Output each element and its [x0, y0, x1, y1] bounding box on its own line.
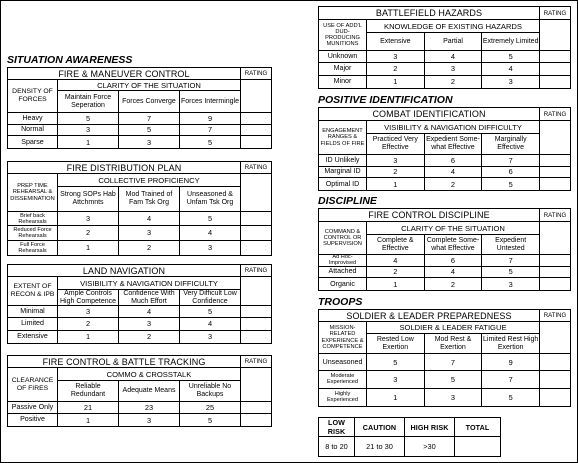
row-label: Optimal ID — [319, 178, 367, 190]
legend-total-value[interactable] — [455, 437, 500, 456]
legend-low-risk-value: 8 to 20 — [319, 437, 355, 456]
row-header: PREP TIME REHEARSAL & DISSEMINATION — [8, 174, 58, 212]
row-value: 2 — [425, 76, 483, 88]
row-value: 7 — [482, 371, 540, 388]
column-header: Complete & Effective — [367, 235, 425, 255]
row-label: Limited — [8, 318, 58, 330]
row-value: 6 — [425, 155, 483, 167]
combat-identification-table — [318, 107, 571, 191]
row-value: 2 — [58, 226, 119, 240]
row-value: 2 — [119, 241, 180, 255]
legend-total-header: TOTAL — [455, 418, 500, 437]
column-header: Limited Rest High Exertion — [482, 334, 540, 354]
row-value: 21 — [58, 402, 119, 414]
row-value: 3 — [180, 241, 241, 255]
rating-cell[interactable] — [241, 306, 271, 318]
row-value: 7 — [119, 113, 180, 125]
row-label: Organic — [319, 278, 367, 290]
row-header: CLEARANCE OF FIRES — [8, 368, 58, 402]
row-value: 3 — [58, 125, 119, 137]
rating-cell[interactable] — [241, 241, 271, 255]
fire-distribution-plan-table — [7, 161, 272, 256]
table-title: COMBAT IDENTIFICATION — [319, 108, 540, 121]
row-label: Unseasoned — [319, 354, 367, 371]
table-subtitle: VISIBILITY & NAVIGATION DIFFICULTY — [367, 121, 540, 134]
row-value: 5 — [482, 389, 540, 406]
row-header: ENGAGEMENT RANGES & FIELDS OF FIRE — [319, 121, 367, 155]
table-title: FIRE CONTROL & BATTLE TRACKING — [8, 356, 241, 368]
table-title: FIRE & MANEUVER CONTROL — [8, 68, 241, 80]
column-header: Ample Controls High Competence — [58, 290, 119, 306]
row-label: Attached — [319, 267, 367, 279]
row-value: 2 — [425, 278, 483, 290]
row-value: 1 — [58, 241, 119, 255]
legend-high-risk-header: HIGH RISK — [405, 418, 455, 437]
column-header: Unseasoned & Unfam Tsk Org — [180, 187, 241, 212]
legend-high-risk-value: >30 — [405, 437, 455, 456]
row-value: 4 — [180, 226, 241, 240]
row-value: 3 — [119, 136, 180, 148]
section-situation-awareness: SITUATION AWARENESS — [7, 54, 133, 66]
row-value: 5 — [180, 212, 241, 226]
row-label: Positive — [8, 414, 58, 426]
battlefield-hazards-table — [318, 6, 571, 89]
row-value: 3 — [482, 76, 540, 88]
column-header: Maintain Force Seperation — [58, 91, 119, 113]
row-value: 7 — [180, 125, 241, 137]
soldier-leader-preparedness-table — [318, 309, 571, 407]
table-title: SOLDIER & LEADER PREPAREDNESS — [319, 310, 540, 322]
row-label: Heavy — [8, 113, 58, 125]
column-header: Confidence With Much Effort — [119, 290, 180, 306]
rating-cell[interactable] — [241, 212, 271, 226]
row-value: 5 — [482, 51, 540, 63]
column-header: Forces Converge — [119, 91, 180, 113]
rating-cell[interactable] — [540, 178, 570, 190]
row-value: 3 — [367, 155, 425, 167]
table-subtitle: COMMO & CROSSTALK — [58, 368, 241, 381]
row-value: 23 — [119, 402, 180, 414]
column-header: Complete Some- what Effective — [425, 235, 483, 255]
row-value: 6 — [482, 167, 540, 179]
column-header: Reliable Redundant — [58, 381, 119, 402]
fire-control-battle-tracking-table — [7, 355, 272, 427]
row-value: 5 — [180, 306, 241, 318]
row-value: 5 — [482, 267, 540, 279]
table-subtitle: SOLDIER & LEADER FATIGUE — [367, 322, 540, 334]
column-header: Strong SOPs Hab Attchmnts — [58, 187, 119, 212]
table-title: BATTLEFIELD HAZARDS — [319, 7, 540, 20]
column-header: Very Difficult Low Confidence — [180, 290, 241, 306]
row-label: Marginal ID — [319, 167, 367, 179]
rating-header: RATING — [241, 68, 271, 80]
column-header: Expedient Untested — [482, 235, 540, 255]
rating-cell[interactable] — [540, 267, 570, 279]
row-value: 5 — [482, 178, 540, 190]
row-value: 3 — [180, 331, 241, 343]
rating-cell[interactable] — [540, 389, 570, 406]
table-title: LAND NAVIGATION — [8, 265, 241, 277]
rating-header-spacer — [540, 121, 570, 155]
table-subtitle: CLARITY OF THE SITUATION — [58, 80, 241, 91]
rating-cell[interactable] — [540, 76, 570, 88]
row-label: Major — [319, 63, 367, 75]
rating-header: RATING — [540, 108, 570, 121]
row-value: 4 — [425, 51, 483, 63]
rating-header-spacer — [540, 222, 570, 255]
row-value: 1 — [367, 278, 425, 290]
column-header: Partial — [425, 33, 483, 51]
rating-cell[interactable] — [540, 255, 570, 267]
row-value: 3 — [367, 371, 425, 388]
risk-legend — [318, 417, 501, 457]
row-value: 25 — [180, 402, 241, 414]
rating-header: RATING — [241, 356, 271, 368]
rating-header-spacer — [241, 174, 271, 212]
row-value: 2 — [58, 318, 119, 330]
row-label: Normal — [8, 125, 58, 137]
rating-cell[interactable] — [241, 331, 271, 343]
row-value: 5 — [180, 414, 241, 426]
rating-cell[interactable] — [540, 278, 570, 290]
fire-control-discipline-table — [318, 208, 571, 291]
column-header: Practiced Very Effective — [367, 134, 425, 155]
row-value: 1 — [58, 136, 119, 148]
column-header: Unreliable No Backups — [180, 381, 241, 402]
table-title: FIRE DISTRIBUTION PLAN — [8, 162, 241, 174]
rating-header: RATING — [241, 162, 271, 174]
row-value: 7 — [482, 255, 540, 267]
rating-cell[interactable] — [540, 354, 570, 371]
row-value: 5 — [180, 136, 241, 148]
rating-header: RATING — [540, 209, 570, 222]
rating-header: RATING — [540, 7, 570, 20]
row-value: 2 — [119, 331, 180, 343]
row-value: 5 — [367, 354, 425, 371]
row-value: 5 — [119, 125, 180, 137]
rating-header-spacer — [241, 277, 271, 306]
row-value: 4 — [180, 318, 241, 330]
row-header: EXTENT OF RECON & IPB — [8, 277, 58, 306]
row-value: 4 — [119, 212, 180, 226]
row-value: 3 — [58, 212, 119, 226]
rating-cell[interactable] — [241, 402, 271, 414]
row-value: 3 — [119, 318, 180, 330]
section-discipline: DISCIPLINE — [318, 195, 377, 207]
row-value: 1 — [367, 76, 425, 88]
table-title: FIRE CONTROL DISCIPLINE — [319, 209, 540, 222]
row-value: 1 — [58, 331, 119, 343]
rating-cell[interactable] — [241, 125, 271, 137]
rating-header-spacer — [540, 322, 570, 354]
section-troops: TROOPS — [318, 296, 363, 308]
row-value: 5 — [425, 371, 483, 388]
row-label: Highly Experienced — [319, 389, 367, 406]
land-navigation-table — [7, 264, 272, 344]
rating-cell[interactable] — [540, 63, 570, 75]
row-value: 9 — [482, 354, 540, 371]
rating-cell[interactable] — [241, 136, 271, 148]
rating-cell[interactable] — [241, 414, 271, 426]
row-value: 3 — [482, 278, 540, 290]
row-value: 1 — [367, 178, 425, 190]
row-value: 4 — [119, 306, 180, 318]
row-label: Reduced Force Rehearsals — [8, 226, 58, 240]
rating-header-spacer — [241, 368, 271, 402]
row-value: 2 — [425, 178, 483, 190]
column-header: Rested Low Exertion — [367, 334, 425, 354]
row-header: MISSION-RELATED EXPERIENCE & COMPETENCE — [319, 322, 367, 354]
row-label: Passive Only — [8, 402, 58, 414]
row-label: Unknown — [319, 51, 367, 63]
column-header: Extremely Limited — [482, 33, 540, 51]
row-value: 4 — [425, 167, 483, 179]
rating-cell[interactable] — [540, 51, 570, 63]
column-header: Forces Intermingle — [180, 91, 241, 113]
row-label: Extensive — [8, 331, 58, 343]
row-header: COMMAND & CONTROL OR SUPERVISION — [319, 222, 367, 255]
row-value: 3 — [58, 306, 119, 318]
rating-cell[interactable] — [241, 113, 271, 125]
rating-cell[interactable] — [241, 226, 271, 240]
column-header: Adequate Means — [119, 381, 180, 402]
row-value: 3 — [119, 226, 180, 240]
row-label: Moderate Experienced — [319, 371, 367, 388]
row-header: DENSITY OF FORCES — [8, 80, 58, 113]
row-label: Ad Hoc-Improvised — [319, 255, 367, 267]
row-label: ID Unlikely — [319, 155, 367, 167]
rating-cell[interactable] — [540, 155, 570, 167]
legend-caution-header: CAUTION — [355, 418, 405, 437]
column-header: Extensive — [367, 33, 425, 51]
row-value: 7 — [425, 354, 483, 371]
section-positive-identification: POSITIVE IDENTIFICATION — [318, 94, 453, 106]
column-header: Marginally Effective — [482, 134, 540, 155]
row-label: Brief back Rehearsals — [8, 212, 58, 226]
rating-header: RATING — [241, 265, 271, 277]
rating-cell[interactable] — [540, 167, 570, 179]
row-value: 2 — [367, 167, 425, 179]
row-label: Minimal — [8, 306, 58, 318]
row-value: 5 — [58, 113, 119, 125]
table-subtitle: VISIBILITY & NAVIGATION DIFFICULTY — [58, 277, 241, 290]
row-value: 4 — [425, 267, 483, 279]
row-value: 2 — [367, 267, 425, 279]
row-header: USE OF ADD'L DUD-PRODUCING MUNITIONS — [319, 20, 367, 51]
row-value: 7 — [482, 155, 540, 167]
rating-header-spacer — [241, 80, 271, 113]
row-value: 3 — [425, 63, 483, 75]
row-value: 1 — [367, 389, 425, 406]
rating-header: RATING — [540, 310, 570, 322]
row-value: 3 — [425, 389, 483, 406]
column-header: Mod Rest & Exertion — [425, 334, 483, 354]
row-label: Full Force Rehearsals — [8, 241, 58, 255]
fire-maneuver-control-table — [7, 67, 272, 149]
row-value: 9 — [180, 113, 241, 125]
rating-cell[interactable] — [241, 318, 271, 330]
row-value: 1 — [58, 414, 119, 426]
row-value: 4 — [482, 63, 540, 75]
row-value: 3 — [367, 51, 425, 63]
table-subtitle: COLLECTIVE PROFICIENCY — [58, 174, 241, 187]
rating-cell[interactable] — [540, 371, 570, 388]
table-subtitle: CLARITY OF THE SITUATION — [367, 222, 540, 235]
row-value: 3 — [119, 414, 180, 426]
column-header: Expedient Some- what Effective — [425, 134, 483, 155]
row-value: 4 — [367, 255, 425, 267]
table-subtitle: KNOWLEDGE OF EXISTING HAZARDS — [367, 20, 540, 33]
legend-caution-value: 21 to 30 — [355, 437, 405, 456]
row-value: 6 — [425, 255, 483, 267]
legend-low-risk-header: LOW RISK — [319, 418, 355, 437]
rating-header-spacer — [540, 20, 570, 51]
row-label: Minor — [319, 76, 367, 88]
column-header: Mod Trained of Fam Tsk Org — [119, 187, 180, 212]
row-label: Sparse — [8, 136, 58, 148]
row-value: 2 — [367, 63, 425, 75]
